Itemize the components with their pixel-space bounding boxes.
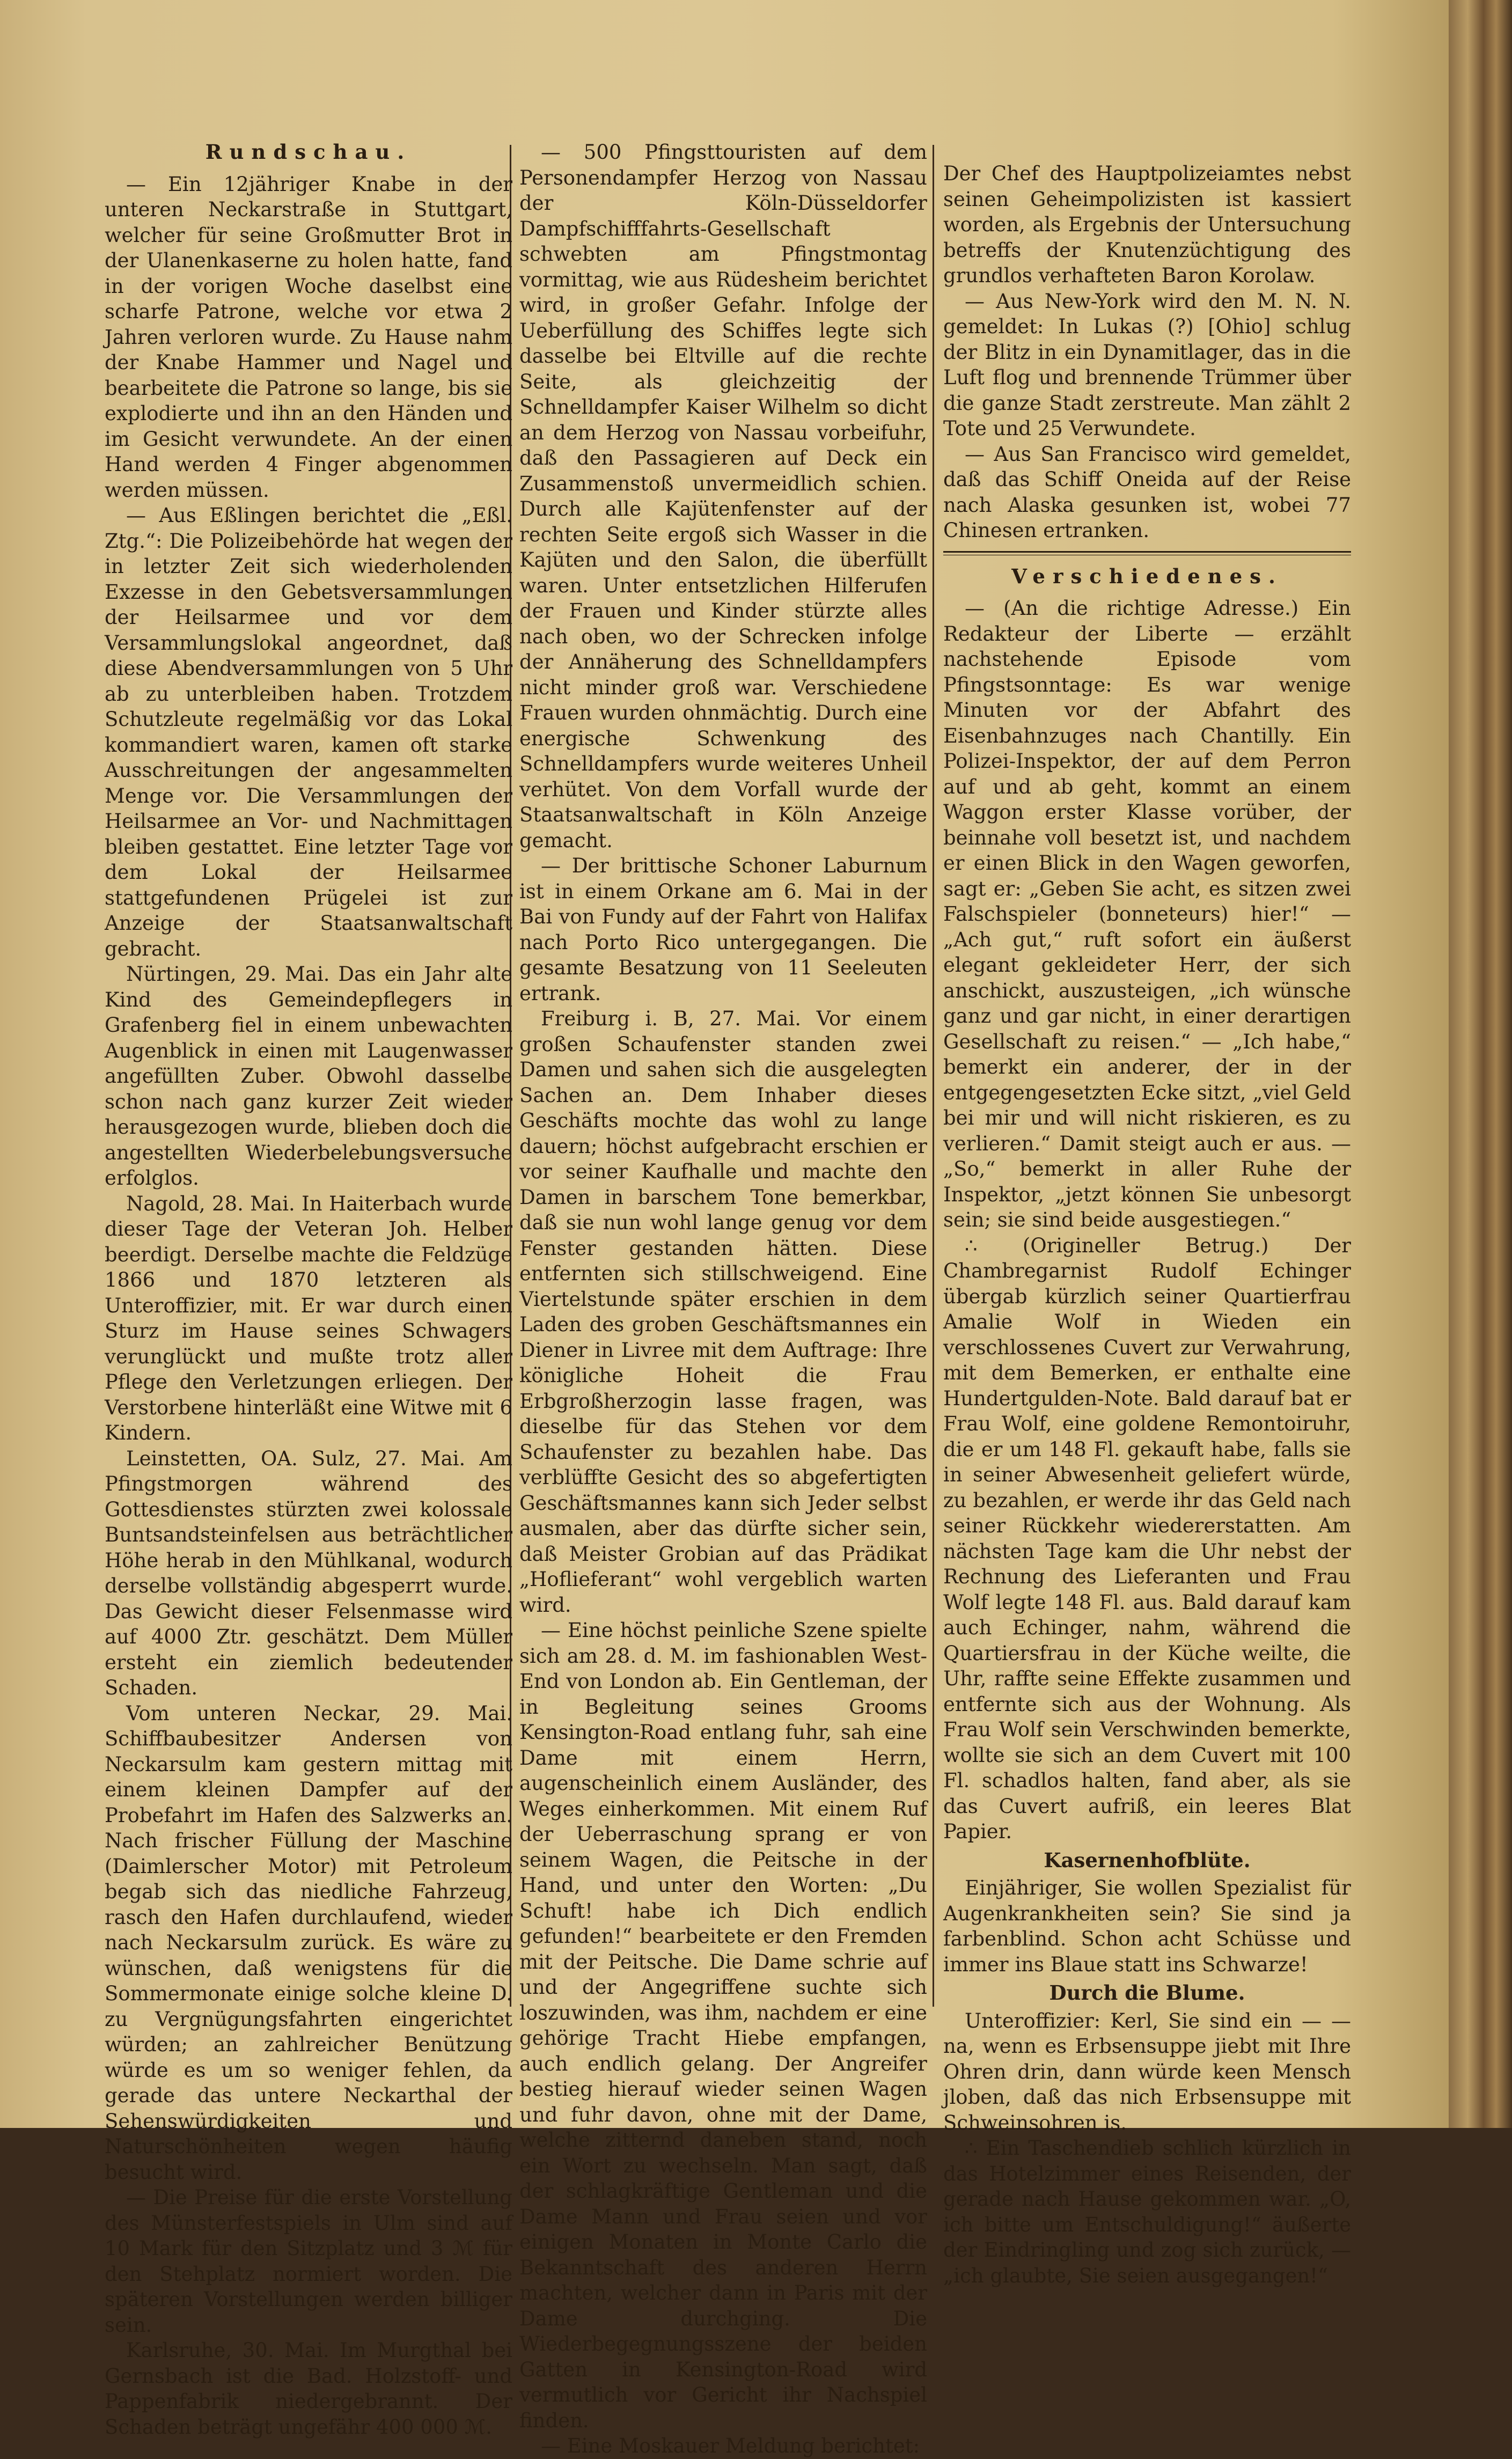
article-london-szene: — Eine höchst peinliche Szene spielte sich am 28. d. M. im fashionablen West-End von London ab. Ein Gentleman, der in Begleitung seines Grooms Kensington-Road entlang fuhr, sah eine Dame mit einem Herrn, augenscheinlich einem Ausländer, des Weges einherkommen. Mit einem Ruf der Ueberraschung sprang er von seinem Wagen, die Peitsche in der Hand, und unter den Worten: „Du Schuft! habe ich Dich endlich gefunden!“ bearbeitete er den Fremden mit der Peitsche. Die Dame schrie auf und der Angegriffene suchte sich loszuwinden, was ihm, nachdem er eine gehörige Tracht Hiebe empfangen, auch endlich gelang. Der Angreifer bestieg hierauf wieder seinen Wagen und fuhr davon, ohne mit der Dame, welche zitternd daneben stand, noch ein Wort zu wechseln. Man sagt, daß der schlagkräftige Gentleman und die Dame Mann und Frau seien und vor einigen Monaten in Monte Carlo die Bekanntschaft des anderen Herrn machten, welcher dann in Paris mit der Dame durchging. Die Wiederbegegnungsszene der beiden Gatten in Kensington-Road wird vermutlich vor Gericht ihr Nachspiel finden. <box>519 1619 927 2432</box>
column-1 <box>105 140 512 2440</box>
book-binding-edge <box>1449 0 1512 2128</box>
article-taschendieb: ∴ Ein Taschendieb schlich kürzlich in das Hotelzimmer eines Reisenden, der gerade nach Hause gekommen war. „O, ich bitte um Entschuldigung!“ äußerte der Eindringling und zog sich zurück, — „ich glaubte, Sie seien ausgegangen!“ <box>943 2137 1351 2287</box>
subheading-kasernenhofbluete: Kasernenhofblüte. <box>1044 1848 1251 1872</box>
article-esslingen: — Aus Eßlingen berichtet die „Eßl. Ztg.“: Die Polizeibehörde hat wegen der in letzter Zeit sich wiederholenden Exzesse in den Gebetsversammlungen der Heilsarmee und vor dem Versammlungslokal angeordnet, daß diese Abendversammlungen von 5 Uhr ab zu unterbleiben haben. Trotzdem Schutzleute regelmäßig vor das Lokal kommandiert waren, kamen oft starke Ausschreitungen der angesammelten Menge vor. Die Versammlungen der Heilsarmee an Vor- und Nachmittagen bleiben gestattet. Eine letzter Tage vor dem Lokal der Heilsarmee stattgefundenen Prügelei ist zur Anzeige der Staatsanwaltschaft gebracht. <box>105 504 512 960</box>
column-rule-right <box>933 145 934 2007</box>
article-leinstetten: Leinstetten, OA. Sulz, 27. Mai. Am Pfingstmorgen während des Gottesdienstes stürzten zwei kolossale Buntsandsteinfelsen aus beträchtlicher Höhe herab in den Mühlkanal, wodurch derselbe vollständig abgesperrt wurde. Das Gewicht dieser Felsenmasse wird auf 4000 Ztr. geschätzt. Dem Müller ersteht ein ziemlich bedeutender Schaden. <box>105 1447 512 1699</box>
article-freiburg: Freiburg i. B, 27. Mai. Vor einem großen Schaufenster standen zwei Damen und sahen sich die ausgelegten Sachen an. Dem Inhaber dieses Geschäfts mochte das wohl zu lange dauern; höchst aufgebracht erschien er vor seiner Kaufhalle und machte den Damen in barschem Tone bemerkbar, daß sie nun wohl lange genug vor dem Fenster gestanden hätten. Diese entfernten sich stillschweigend. Eine Viertelstunde später erschien in dem Laden des groben Geschäftsmannes ein Diener in Livree mit dem Auftrage: Ihre königliche Hoheit die Frau Erbgroßherzogin lasse fragen, was dieselbe für das Stehen vor dem Schaufenster zu bezahlen habe. Das verblüffte Gesicht des so abgefertigten Geschäftsmannes kann sich Jeder selbst ausmalen, aber das dürfte sicher sein, daß Meister Grobian auf das Prädikat „Hoflieferant“ wohl vergeblich warten wird. <box>519 1007 927 1617</box>
article-nagold: Nagold, 28. Mai. In Haiterbach wurde dieser Tage der Veteran Joh. Helber beerdigt. Derselbe machte die Feldzüge 1866 und 1870 letzteren als Unteroffizier, mit. Er war durch einen Sturz im Hause seines Schwagers verunglückt und mußte trotz aller Pflege den Verletzungen erliegen. Der Verstorbene hinterläßt eine Witwe mit 6 Kindern. <box>105 1192 512 1444</box>
subheading-durch-die-blume: Durch die Blume. <box>1049 1981 1245 2005</box>
article-stuttgart: — Ein 12jähriger Knabe in der unteren Neckarstraße in Stuttgart, welcher für seine Großmutter Brot in der Ulanenkaserne zu holen hatte, fand in der vorigen Woche daselbst eine scharfe Patrone, welche vor etwa 2 Jahren verloren wurde. Zu Hause nahm der Knabe Hammer und Nagel und bearbeitete die Patrone so lange, bis sie explodierte und ihn an den Händen und im Gesicht verwundete. An der einen Hand werden 4 Finger abgenommen werden müssen. <box>105 172 512 502</box>
article-origineller-betrug: ∴ (Origineller Betrug.) Der Chambregarnist Rudolf Echinger übergab kürzlich seiner Quartierfrau Amalie Wolf in Wieden ein verschlossenes Cuvert zur Verwahrung, mit dem Bemerken, er enthalte eine Hundertgulden-Note. Bald darauf bat er Frau Wolf, eine goldene Remontoiruhr, die er um 148 Fl. gekauft habe, falls sie in seiner Abwesenheit geliefert würde, zu bezahlen, er werde ihr das Geld nach seiner Rückkehr wiedererstatten. Am nächsten Tage kam die Uhr nebst der Rechnung des Lieferanten und Frau Wolf legte 148 Fl. aus. Bald darauf kam auch Echinger, nahm, während die Quartiersfrau in der Küche weilte, die Uhr, raffte seine Effekte zusammen und entfernte sich aus der Wohnung. Als Frau Wolf sein Verschwinden bemerkte, wollte sie sich an dem Cuvert mit 100 Fl. schadlos halten, fand aber, als sie das Cuvert aufriß, ein leeres Blat Papier. <box>943 1234 1351 1843</box>
section-heading-verschiedenes: Verschiedenes. <box>1011 564 1283 588</box>
article-unteroffizier: Unteroffizier: Kerl, Sie sind ein — — na, wenn es Erbsensuppe jiebt mit Ihre Ohren drin, dann würde keen Mensch jloben, daß das nich Erbsensuppe mit Schweinsohren is. <box>943 2009 1351 2134</box>
article-new-york: — Aus New-York wird den M. N. N. gemeldet: In Lukas (?) [Ohio] schlug der Blitz in ein Dynamitlager, das in die Luft flog und brennende Trümmer über die ganze Stadt zerstreute. Man zählt 2 Tote und 25 Verwundete. <box>943 289 1351 440</box>
section-heading-rundschau: Rundschau. <box>205 140 412 164</box>
section-separator <box>943 551 1351 555</box>
article-unterer-neckar: Vom unteren Neckar, 29. Mai. Schiffbaubesitzer Andersen von Neckarsulm kam gestern mittag mit einem kleinen Dampfer auf der Probefahrt im Hafen des Salzwerks an. Nach frischer Füllung der Maschine (Daimlerscher Motor) mit Petroleum begab sich das niedliche Fahrzeug, rasch den Hafen durchlaufend, wieder nach Neckarsulm zurück. Es wäre zu wünschen, daß wenigstens für die Sommermonate einige solche kleine D. zu Vergnügungsfahrten eingerichtet würden; an zahlreicher Benützung würde es um so weniger fehlen, da gerade das untere Neckarthal der Sehenswürdigkeiten und Naturschönheiten wegen häufig besucht wird. <box>105 1701 512 2184</box>
article-moskau-cont: Der Chef des Hauptpolizeiamtes nebst seinen Geheimpolizisten ist kassiert worden, als Ergebnis der Untersuchung betreffs der Knutenzüchtigung des grundlos verhafteten Baron Korolaw. <box>943 162 1351 287</box>
article-karlsruhe: Karlsruhe, 30. Mai. Im Murgthal bei Gernsbach ist die Bad. Holzstoff- und Pappenfabrik niedergebrannt. Der Schaden beträgt ungefähr 400 000 ℳ. <box>105 2339 512 2439</box>
article-richtige-adresse: — (An die richtige Adresse.) Ein Redakteur der Liberte — erzählt nachstehende Episode vom Pfingstsonntage: Es war wenige Minuten vor der Abfahrt des Eisenbahnzuges nach Chantilly. Ein Polizei-Inspektor, der auf dem Perron auf und ab geht, kommt an einem Waggon erster Klasse vorüber, der beinnahe voll besetzt ist, und nachdem er einen Blick in den Wagen geworfen, sagt er: „Geben Sie acht, es sitzen zwei Falschspieler (bonneteurs) hier!“ — „Ach gut,“ ruft sofort ein äußerst elegant gekleideter Herr, der sich anschickt, auszusteigen, „ich wünsche ganz und gar nicht, in einer derartigen Gesellschaft zu reisen.“ — „Ich habe,“ bemerkt ein anderer, der in der entgegengesetzten Ecke sitzt, „viel Geld bei mir und will nicht riskieren, es zu verlieren.“ Damit steigt auch er aus. — „So,“ bemerkt in aller Ruhe der Inspektor, „jetzt können Sie unbesorgt sein; sie sind beide ausgestiegen.“ <box>943 597 1351 1231</box>
article-einjaehriger: Einjähriger, Sie wollen Spezialist für Augenkrankheiten sein? Sie sind ja farbenblind. Schon acht Schüsse und immer ins Blaue statt ins Schwarze! <box>943 1876 1351 1976</box>
article-moskau-intro: — Eine Moskauer Meldung berichtet: <box>541 2434 920 2457</box>
article-pfingsttouristen: — 500 Pfingsttouristen auf dem Personendampfer Herzog von Nassau der Köln-Düsseldorfer Dampfschifffahrts-Gesellschaft schwebten am Pfingstmontag vormittag, wie aus Rüdesheim berichtet wird, in großer Gefahr. Infolge der Ueberfüllung des Schiffes legte sich dasselbe bei Eltville auf die rechte Seite, als gleichzeitig der Schnelldampfer Kaiser Wilhelm so dicht an dem Herzog von Nassau vorbeifuhr, daß den Passagieren auf Deck ein Zusammenstoß unvermeidlich schien. Durch alle Kajütenfenster auf der rechten Seite ergoß sich Wasser in die Kajüten und den Salon, die überfüllt waren. Unter entsetzlichen Hilferufen der Frauen und Kinder stürzte alles nach oben, wo der Schrecken infolge der Annäherung des Schnelldampfers nicht minder groß war. Verschiedene Frauen wurden ohnmächtig. Durch eine energische Schwenkung des Schnelldampfers wurde weiteres Unheil verhütet. Von dem Vorfall wurde der Staatsanwaltschaft in Köln Anzeige gemacht. <box>519 141 927 852</box>
article-ulm-preise: — Die Preise für die erste Vorstellung des Münsterfestspiels in Ulm sind auf 10 Mark für den Sitzplatz und 3 ℳ für den Stehplatz normiert worden. Die späteren Vorstellungen werden billiger sein. <box>105 2186 512 2337</box>
article-san-francisco: — Aus San Francisco wird gemeldet, daß das Schiff Oneida auf der Reise nach Alaska gesunken ist, wobei 77 Chinesen ertranken. <box>943 442 1351 542</box>
article-schoner-laburnum: — Der brittische Schoner Laburnum ist in einem Orkane am 6. Mai in der Bai von Fundy auf der Fahrt von Halifax nach Porto Rico untergegangen. Die gesamte Besatzung von 11 Seeleuten ertrank. <box>519 854 927 1005</box>
column-3 <box>943 161 1351 2288</box>
column-2 <box>519 140 927 2459</box>
article-nuertingen: Nürtingen, 29. Mai. Das ein Jahr alte Kind des Gemeindepflegers in Grafenberg fiel in einem unbewachten Augenblick in einen mit Laugenwasser angefüllten Zuber. Obwohl dasselbe schon nach ganz kurzer Zeit wieder herausgezogen wurde, blieben doch die angestellten Wiederbelebungsversuche erfolglos. <box>105 963 512 1190</box>
